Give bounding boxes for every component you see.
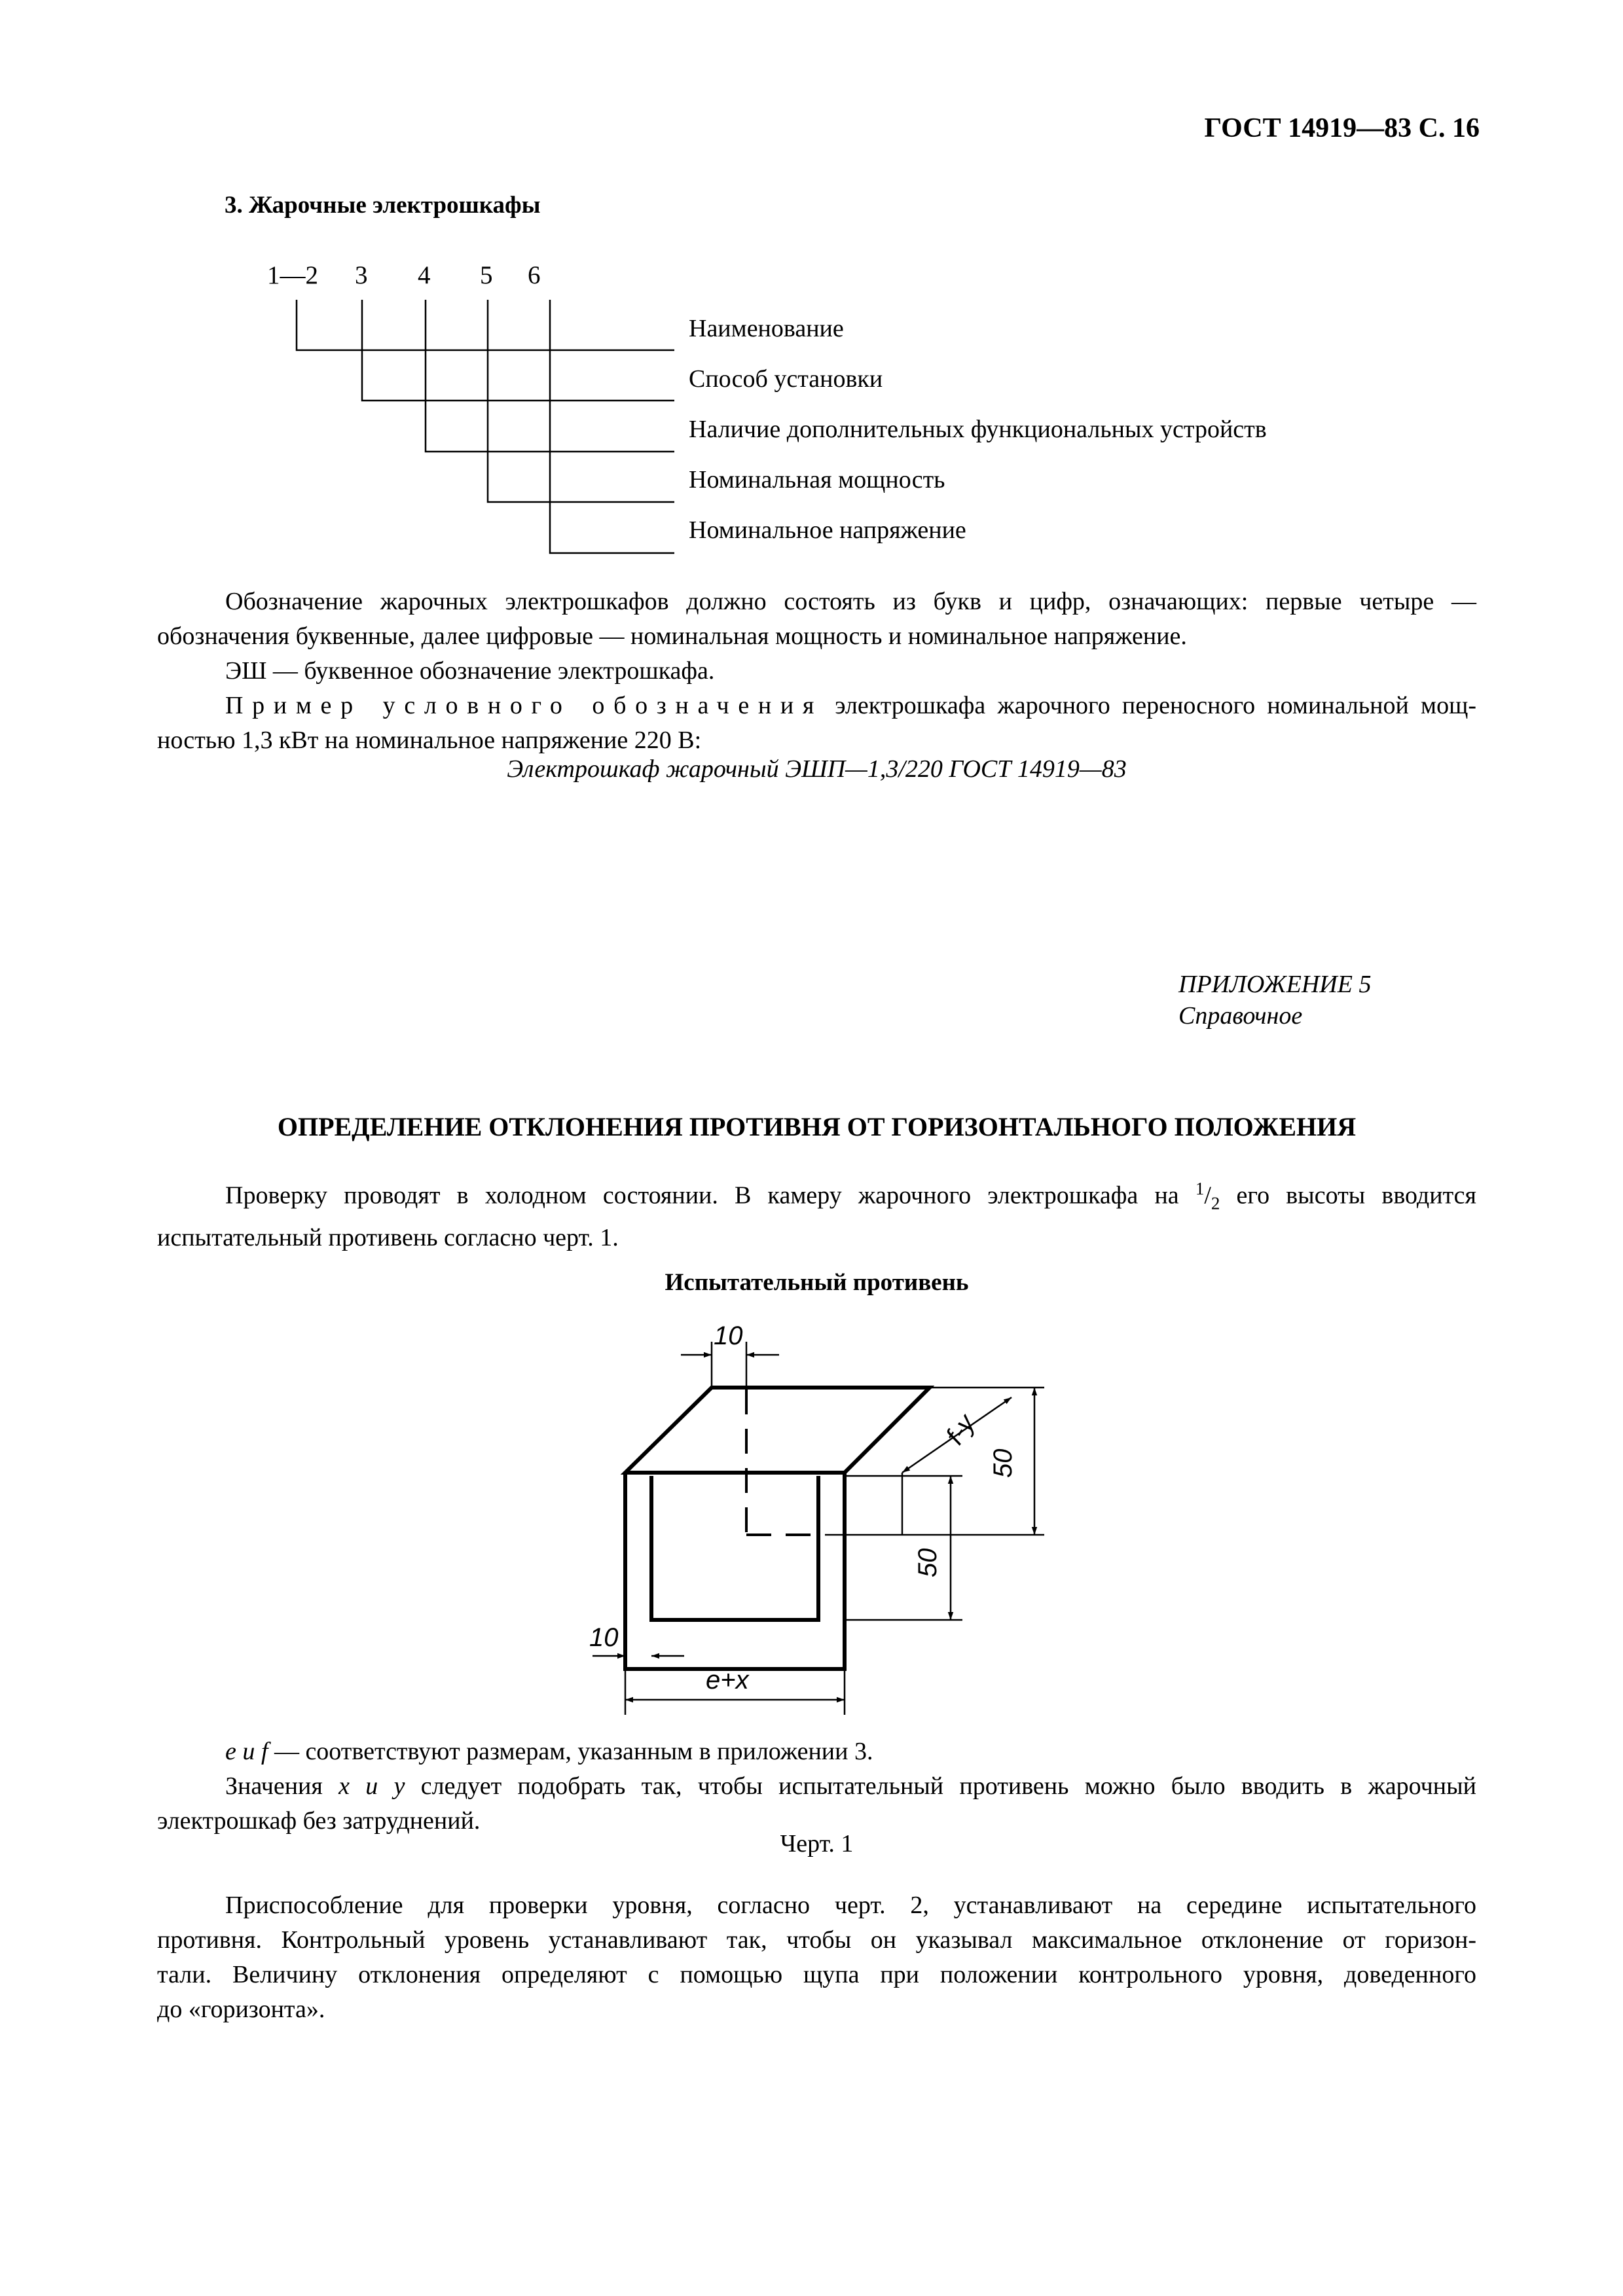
appendix-title: ОПРЕДЕЛЕНИЕ ОТКЛОНЕНИЯ ПРОТИВНЯ ОТ ГОРИЗОНТАЛЬНОГО ПОЛОЖЕНИЯ bbox=[277, 1112, 1357, 1141]
tray-front-outline bbox=[625, 1473, 845, 1669]
note-1-text: — соответствуют размерам, указанным в приложении 3. bbox=[268, 1738, 873, 1765]
appendix-sublabel: Справочное bbox=[1178, 1002, 1303, 1030]
scheme-code-1-2: 1—2 bbox=[267, 261, 318, 289]
scheme-label-installation: Способ установки bbox=[689, 365, 883, 393]
scheme-code-3: 3 bbox=[355, 261, 368, 289]
final-paragraph bbox=[157, 1888, 1476, 2027]
paragraph-1-line-2: обозначения буквенные, далее цифровые — номинальная мощность и номинальное напряжение. bbox=[157, 622, 1187, 650]
scheme-code-4: 4 bbox=[418, 261, 431, 289]
scheme-code-6: 6 bbox=[528, 261, 541, 289]
dim-label-top: 10 bbox=[714, 1321, 743, 1350]
paragraph-1-line-1: Обозначение жарочных электрошкафов должно состоять из букв и цифр, означающих: первые четыре — bbox=[225, 588, 1476, 615]
fraction-denominator: 2 bbox=[1211, 1193, 1220, 1213]
final-line-2: противня. Контрольный уровень устанавливают так, чтобы он указывал максимальное отклонение от горизон- bbox=[157, 1926, 1476, 1954]
note-1-vars: е и f bbox=[225, 1738, 268, 1765]
final-line-1: Приспособление для проверки уровня, согласно черт. 2, устанавливают на середине испытательного bbox=[225, 1892, 1476, 1919]
note-2-line-1 bbox=[157, 1769, 1476, 1804]
tray-inner-wall bbox=[651, 1476, 818, 1620]
note-2-vars: x и y bbox=[338, 1772, 405, 1800]
tray-outline bbox=[625, 1388, 930, 1473]
paragraph-2: ЭШ — буквенное обозначение электрошкафа. bbox=[225, 657, 715, 685]
note-1 bbox=[157, 1734, 1476, 1769]
example-designation: Электрошкаф жарочный ЭШП—1,3/220 ГОСТ 14919—83 bbox=[507, 755, 1127, 783]
example-heading-spaced: Пример условного обозначения bbox=[225, 692, 824, 719]
drawing-title: Испытательный противень bbox=[665, 1269, 969, 1296]
drawing-notes bbox=[157, 1734, 1476, 1839]
page-header: ГОСТ 14919—83 С. 16 bbox=[1204, 113, 1480, 143]
intro-line-2: испытательный противень согласно черт. 1. bbox=[157, 1224, 619, 1252]
scheme-code-5: 5 bbox=[480, 261, 493, 289]
paragraph-3-line-2: ностью 1,3 кВт на номинальное напряжение 220 В: bbox=[157, 726, 702, 754]
dim-label-right-inner: 50 bbox=[913, 1548, 942, 1577]
scheme-label-name: Наименование bbox=[689, 315, 844, 342]
intro-line-1-b: его высоты вводится bbox=[1220, 1181, 1476, 1210]
dim-label-right-outer: 50 bbox=[989, 1448, 1017, 1478]
note-2-b: следует подобрать так, чтобы испытательный противень можно было вводить в жарочный bbox=[405, 1772, 1476, 1800]
dim-label-left: 10 bbox=[589, 1623, 619, 1652]
scheme-label-power: Номинальная мощность bbox=[689, 466, 945, 493]
intro-line-1: Проверку проводят в холодном состоянии. В камеру жарочного электрошкафа на $^1/_2$ его высоты вводится bbox=[225, 1179, 1476, 1213]
figure-caption: Черт. 1 bbox=[780, 1830, 854, 1857]
dim-label-diagonal: f-y bbox=[940, 1409, 981, 1450]
section-title: 3. Жарочные электрошкафы bbox=[225, 192, 541, 219]
fraction-numerator: 1 bbox=[1195, 1179, 1205, 1198]
dim-label-bottom: e+x bbox=[706, 1666, 749, 1695]
scheme-label-extra-devices: Наличие дополнительных функциональных устройств bbox=[689, 416, 1267, 443]
final-line-4: до «горизонта». bbox=[157, 1996, 325, 2023]
scheme-label-voltage: Номинальное напряжение bbox=[689, 516, 966, 544]
appendix-number: ПРИЛОЖЕНИЕ 5 bbox=[1178, 971, 1372, 998]
final-line-3: тали. Величину отклонения определяют с помощью щупа при положении контрольного уровня, доведенного bbox=[157, 1961, 1476, 1988]
paragraph-3-rest: электрошкафа жарочного переносного номинальной мощ- bbox=[823, 692, 1476, 719]
intro-line-1-a: Проверку проводят в холодном состоянии. В камеру жарочного электрошкафа на bbox=[225, 1181, 1195, 1210]
note-2-line-2: электрошкаф без затруднений. bbox=[157, 1807, 481, 1835]
note-2-a: Значения bbox=[225, 1772, 339, 1800]
